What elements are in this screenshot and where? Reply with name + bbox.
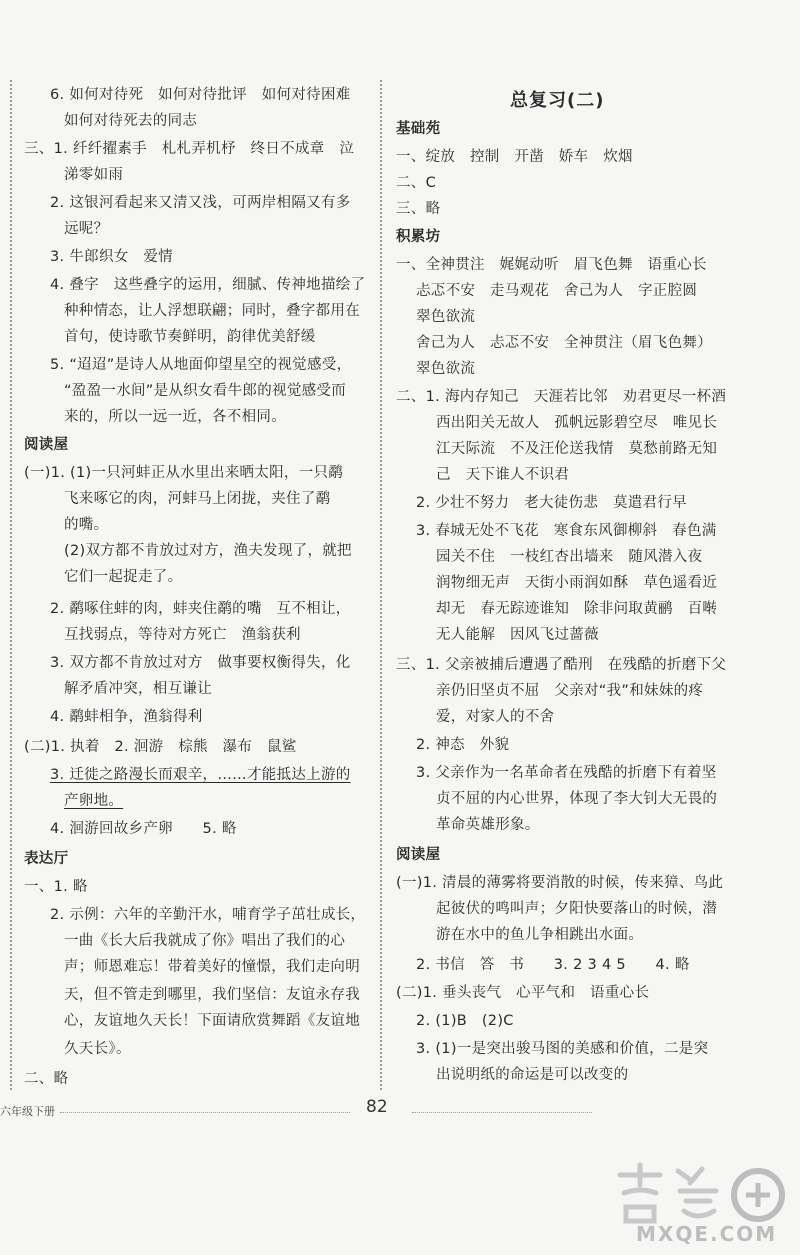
page-number: 82 [366, 1097, 388, 1117]
answer-line: 爱，对家人的不舍 [436, 709, 555, 725]
answer-line: “盈盈一水间”是从织女看牛郎的视觉感受而 [64, 383, 347, 399]
answer-line: 4. 叠字 这些叠字的运用，细腻、传神地描绘了 [50, 277, 366, 293]
column-divider [380, 80, 382, 1090]
answer-line: 2. 少壮不努力 老大徒伤悲 莫遣君行早 [416, 495, 687, 511]
answer-line: 无人能解 因风飞过蔷薇 [436, 627, 599, 643]
answer-line: (2)双方都不肯放过对方，渔夫发现了，就把 [64, 543, 352, 559]
answer-line: 飞来啄它的肉，河蚌马上闭拢，夹住了鹬 [64, 491, 331, 507]
answer-line: 3. 牛郎织女 爱情 [50, 249, 173, 265]
answer-line: 3. 春城无处不飞花 寒食东风御柳斜 春色满 [416, 523, 717, 539]
answer-line: 贞不屈的内心世界，体现了李大钊大无畏的 [436, 791, 718, 807]
answer-line: 一、1. 略 [24, 879, 88, 895]
page-title: 总复习(二) [510, 90, 605, 111]
answer-line: 翠色欲流 [416, 361, 476, 377]
answer-line: 4. 洄游回故乡产卵 5. 略 [50, 821, 237, 837]
answer-line: 起彼伏的鸣叫声；夕阳快要落山的时候，潜 [436, 901, 718, 917]
answer-line: 的嘴。 [64, 517, 109, 533]
answer-line: 3. 双方都不肯放过对方 做事要权衡得失，化 [50, 655, 351, 671]
answer-line: 4. 鹬蚌相争，渔翁得利 [50, 709, 203, 725]
answer-line: 首句，使诗歌节奏鲜明，韵律优美舒缓 [64, 329, 316, 345]
answer-line: 己 天下谁人不识君 [436, 467, 570, 483]
answer-line: 翠色欲流 [416, 309, 476, 325]
answer-line: (一)1. (1)一只河蚌正从水里出来晒太阳，一只鹬 [24, 465, 344, 481]
watermark-text: MXQE.COM [636, 1222, 778, 1246]
answer-line: 西出阳关无故人 孤帆远影碧空尽 唯见长 [436, 415, 718, 431]
answer-line: 6. 如何对待死 如何对待批评 如何对待困难 [50, 87, 351, 103]
answer-line: 亲仍旧坚贞不屈 父亲对“我”和妹妹的疼 [436, 683, 704, 699]
answer-line: 涕零如雨 [64, 167, 124, 183]
answer-line: 2. 神态 外貌 [416, 737, 510, 753]
section-heading: 阅读屋 [396, 847, 441, 863]
answer-line: 一、绽放 控制 开凿 娇车 炊烟 [396, 149, 633, 165]
answer-line: 却无 春无踪迹谁知 除非问取黄鹂 百啭 [436, 601, 718, 617]
answer-line: 2. 书信 答 书 3. 2 3 4 5 4. 略 [416, 957, 690, 973]
answer-line: 声；师恩难忘！带着美好的憧憬，我们走向明 [64, 959, 360, 975]
answer-line: 润物细无声 天街小雨润如酥 草色遥看近 [436, 575, 718, 591]
answer-line: 来的，所以一远一近，各不相同。 [64, 409, 286, 425]
answer-line: 心，友谊地久天长！下面请欣赏舞蹈《友谊地 [64, 1013, 360, 1029]
answer-line: 2. (1)B (2)C [416, 1013, 514, 1029]
section-heading: 积累坊 [396, 229, 441, 245]
answer-line: 一、全神贯注 娓娓动听 眉飞色舞 语重心长 [396, 257, 707, 273]
answer-line: 它们一起捉走了。 [64, 569, 183, 585]
answer-line: (二)1. 垂头丧气 心平气和 语重心长 [396, 985, 650, 1001]
left-binding-divider [10, 80, 12, 1090]
answer-line: 3. 迁徙之路漫长而艰辛，……才能抵达上游的 [50, 767, 351, 783]
grade-label: 六年级下册 [0, 1105, 55, 1118]
answer-line: 一曲《长大后我就成了你》唱出了我们的心 [64, 933, 346, 949]
answer-line: 舍己为人 忐忑不安 全神贯注（眉飞色舞） [416, 335, 712, 351]
answer-line: 出说明纸的命运是可以改变的 [436, 1067, 629, 1083]
answer-line: 互找弱点，等待对方死亡 渔翁获利 [64, 627, 301, 643]
answer-line: 三、1. 纤纤擢素手 札札弄机杼 终日不成章 泣 [24, 141, 355, 157]
footer-divider [60, 1112, 350, 1113]
answer-line: 3. 父亲作为一名革命者在残酷的折磨下有着坚 [416, 765, 717, 781]
answer-line: 二、1. 海内存知己 天涯若比邻 劝君更尽一杯酒 [396, 389, 727, 405]
answer-line: 三、1. 父亲被捕后遭遇了酷刑 在残酷的折磨下父 [396, 657, 727, 673]
answer-line: 2. 这银河看起来又清又浅，可两岸相隔又有多 [50, 195, 351, 211]
footer-divider-right [412, 1112, 592, 1113]
answer-line: (一)1. 清晨的薄雾将要消散的时候，传来獐、鸟此 [396, 875, 724, 891]
answer-line: 革命英雄形象。 [436, 817, 540, 833]
answer-line: 江天际流 不及汪伦送我情 莫愁前路无知 [436, 441, 718, 457]
answer-line: 忐忑不安 走马观花 舍己为人 字正腔圆 [416, 283, 698, 299]
answer-line: 三、略 [396, 201, 441, 217]
section-heading: 表达厅 [24, 851, 69, 867]
section-heading: 阅读屋 [24, 437, 69, 453]
answer-line: 5. “迢迢”是诗人从地面仰望星空的视觉感受， [50, 357, 352, 373]
answer-line: 产卵地。 [64, 793, 124, 809]
answer-line: 二、略 [24, 1071, 69, 1087]
answer-line: 解矛盾冲突，相互谦让 [64, 681, 212, 697]
answer-line: 园关不住 一枝红杏出墙来 随风潜入夜 [436, 549, 703, 565]
answer-line: 二、C [396, 175, 437, 191]
section-heading: 基础苑 [396, 121, 441, 137]
answer-line: 2. 示例：六年的辛勤汗水，哺育学子茁壮成长， [50, 907, 366, 923]
answer-line: 3. (1)一是突出骏马图的美感和价值，二是突 [416, 1041, 709, 1057]
answer-line: (二)1. 执着 2. 洄游 棕熊 瀑布 鼠鲨 [24, 739, 297, 755]
answer-line: 如何对待死去的同志 [64, 113, 198, 129]
answer-line: 种种情态，让人浮想联翩；同时，叠字都用在 [64, 303, 360, 319]
answer-line: 2. 鹬啄住蚌的肉，蚌夹住鹬的嘴 互不相让， [50, 601, 351, 617]
answer-line: 久天长》。 [64, 1041, 131, 1057]
answer-line: 天，但不管走到哪里，我们坚信：友谊永存我 [64, 987, 360, 1003]
answer-line: 游在水中的鱼儿争相跳出水面。 [436, 927, 644, 943]
answer-line: 远呢？ [64, 221, 109, 237]
